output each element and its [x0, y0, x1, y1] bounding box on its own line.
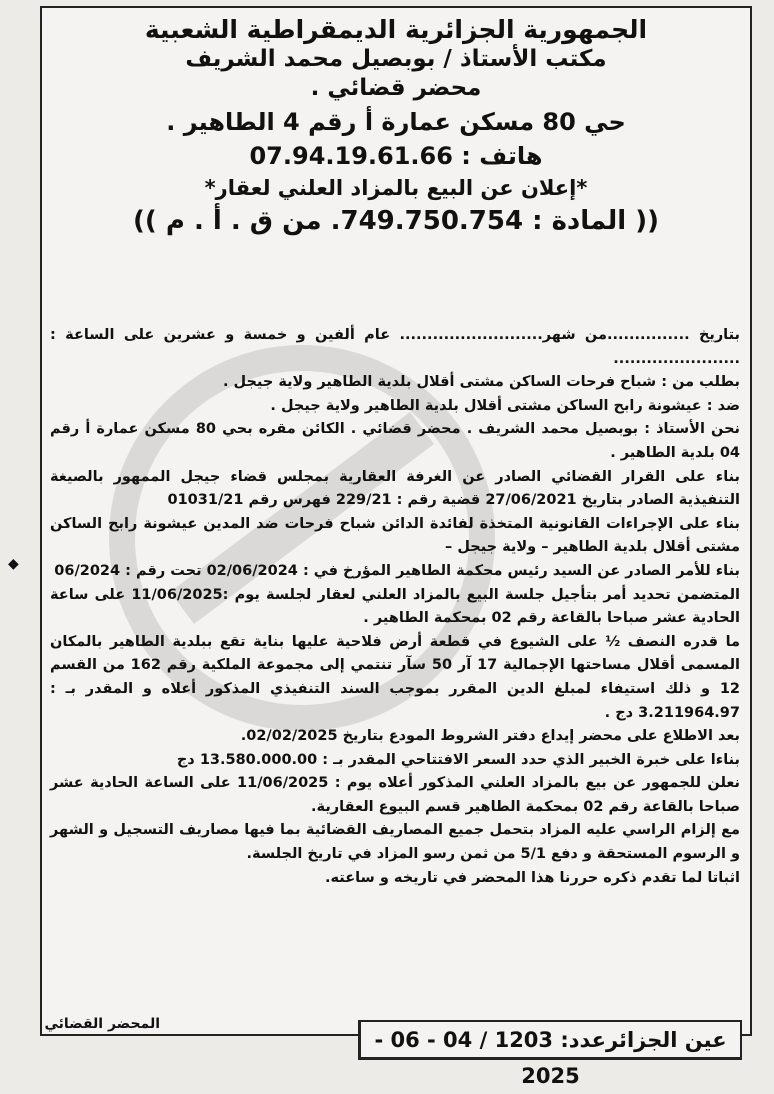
notice-header: [42, 8, 750, 238]
signer-label: المحضر القضائي: [44, 1016, 160, 1032]
body-line-closing: اثباتا لما تقدم ذكره حررنا هذا المحضر في تاريخه و ساعته.: [324, 869, 740, 886]
body-line-postponement: المتضمن تحديد أمر بتأجيل جلسة البيع بالمزاد العلني لعقار لجلسة يوم :11/06/2025 على ساعة الحادية عشر صباحا بالقاعة رقم 02 بمحكمة الطاهير .: [50, 586, 740, 627]
body-line-property: ما قدره النصف ½ على الشيوع في قطعة أرض فلاحية عليها بناية تقع ببلدية الطاهير بالمكان المسمى أقلال مساحتها الإجمالية 17 آر 50 سآر تنتمي إلى مجموعة الملكية رقم 162 من القسم 12 و ذلك استيفاء لمبلغ الدين المقرر بموجب السند التنفيذي المذكور أعلاه و المقدر بـ : 3.211964.97 دج .: [50, 633, 740, 721]
body-line-procedures: بناء على الإجراءات القانونية المتخذة لفائدة الدائن شباح فرحات ضد المدين عيشونة رابح الساكن مشتى أقلال بلدية الطاهير – ولاية جيجل –: [50, 515, 740, 556]
body-line-bailiff: نحن الأستاذ : بوبصيل محمد الشريف . محضر قضائي . الكائن مقره بحي 80 مسكن عمارة أ رقم 04 بلدية الطاهير .: [50, 421, 740, 461]
body-line-requester: بطلب من : شباح فرحات الساكن مشتى أقلال بلدية الطاهير ولاية جيجل .: [222, 374, 740, 391]
republic-title: الجمهورية الجزائرية الديمقراطية الشعبية: [144, 15, 648, 44]
body-line-announcement: نعلن للجمهور عن بيع بالمزاد العلني المذكور أعلاه يوم : 11/06/2025 على الساعة الحادية عشر صباحا بالقاعة رقم 02 بمحكمة الطاهير قسم البيوع العقارية.: [50, 775, 741, 815]
body-line-date: بتاريخ ...............من شهر.......................... عام ألفين و خمسة و عشرين على الساعة : .......................: [50, 327, 740, 367]
body-line-conditions: بعد الاطلاع على محضر إيداع دفتر الشروط المودع بتاريخ 02/02/2025.: [240, 728, 740, 745]
role-title: محضر قضائي .: [310, 75, 482, 101]
margin-bullet-icon: ◆: [8, 556, 19, 572]
office-phone: هاتف : 07.94.19.61.66: [249, 141, 543, 170]
body-line-obligations: مع إلزام الراسي عليه المزاد بتحمل جميع المصاريف القضائية بما فيها مصاريف التسجيل و الشهر و الرسوم المستحقة و دفع 5/1 من ثمن رسو المزاد في تاريخ الجلسة.: [50, 822, 740, 863]
legal-article: (( المادة : 749.750.754. من ق . أ . م )): [133, 206, 659, 236]
body-line-decision: بناء على القرار القضائي الصادر عن الغرفة العقارية بمجلس قضاء جيجل الممهور بالصيغة التنفيذية الصادر بتاريخ 27/06/2021 قضية رقم : 229/21 فهرس رقم 01031/21: [50, 468, 740, 509]
body-line-appraisal: بناءا على خبرة الخبير الذي حدد السعر الافتتاحي المقدر بـ : 13.580.000.00 دج: [176, 751, 740, 768]
publication-stamp: عين الجزائرعدد: 1203 / 04 - 06 - 2025: [358, 1020, 742, 1060]
body-line-order: بناء للأمر الصادر عن السيد رئيس محكمة الطاهير المؤرخ في : 02/06/2024 تحت رقم : 06/2024: [54, 562, 740, 579]
notice-sheet: [40, 6, 752, 1036]
office-address: حي 80 مسكن عمارة أ رقم 4 الطاهير .: [166, 107, 626, 136]
notice-title: *إعلان عن البيع بالمزاد العلني لعقار*: [204, 175, 588, 200]
notice-body: [50, 324, 740, 890]
body-line-against: ضد : عيشونة رابح الساكن مشتى أقلال بلدية الطاهير ولاية جيجل .: [270, 397, 740, 414]
office-title: مكتب الأستاذ / بوبصيل محمد الشريف: [185, 46, 607, 73]
